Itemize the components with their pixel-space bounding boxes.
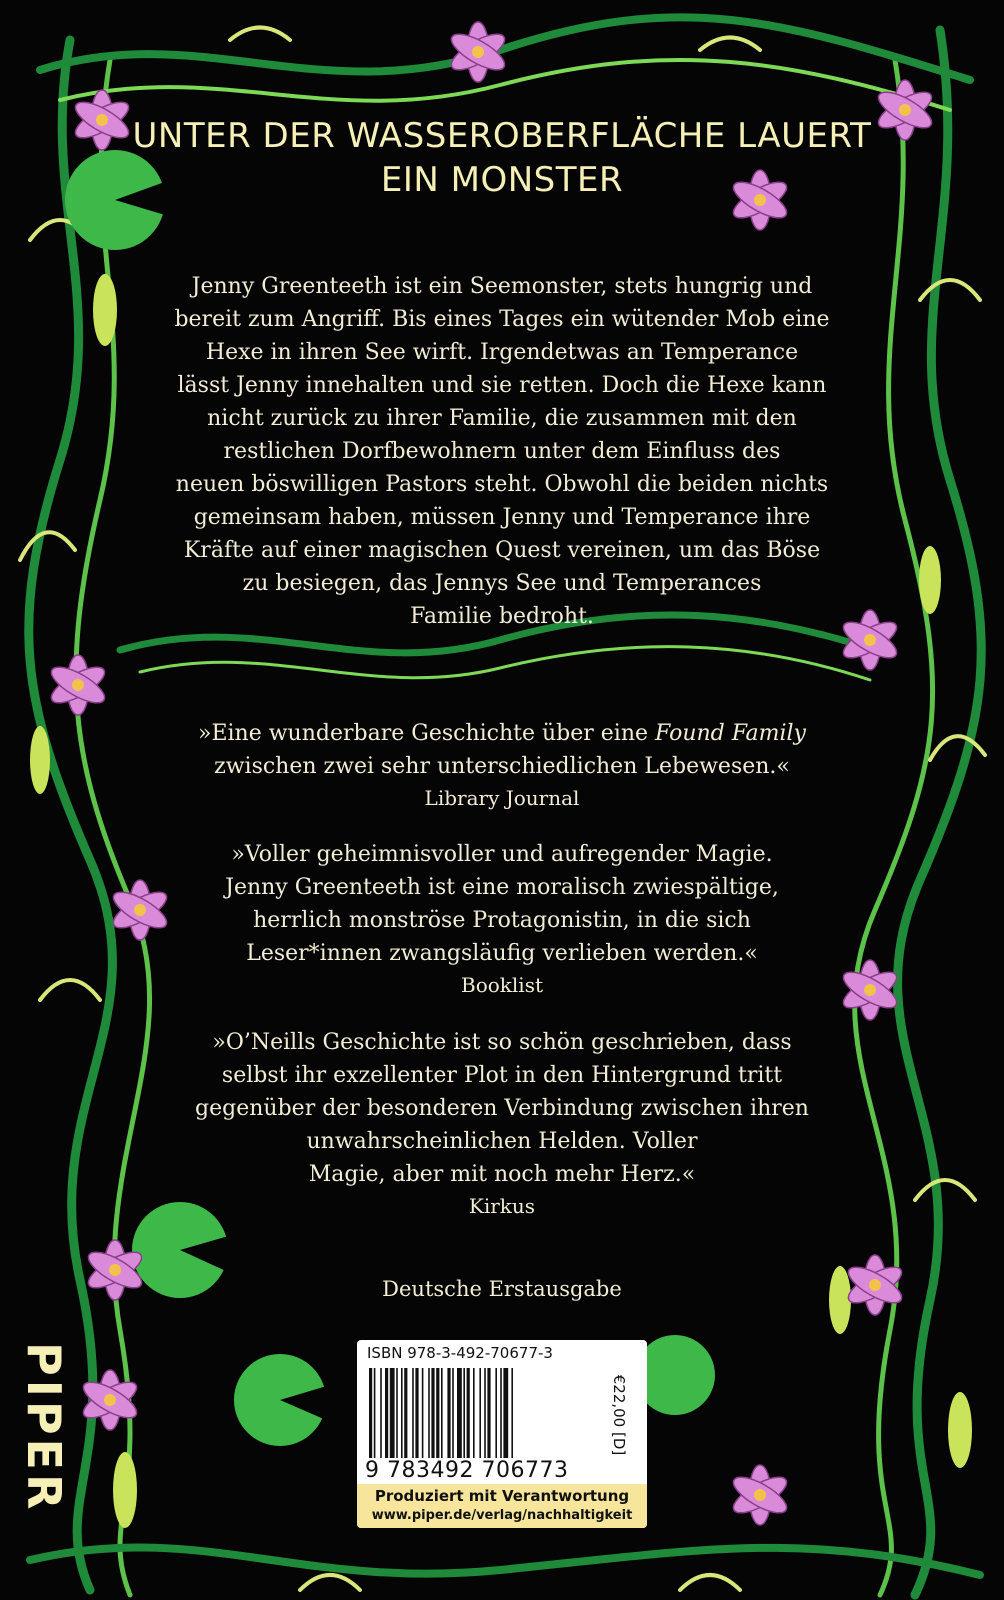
- blurb-line: restlichen Dorfbewohnern unter dem Einfluss des: [223, 439, 781, 464]
- barcode-bar: [385, 1368, 388, 1458]
- quote-line: Leser*innen zwangsläufig verlieben werden.«: [246, 941, 758, 966]
- blurb-line: gemeinsam haben, müssen Jenny und Temperance ihre: [193, 505, 811, 530]
- quote-italic-text: Found Family: [655, 721, 806, 746]
- barcode-digits: 9 783492 706773: [365, 1458, 569, 1483]
- quote-line: Magie, aber mit noch mehr Herz.«: [308, 1162, 696, 1187]
- headline-line-1: UNTER DER WASSEROBERFLÄCHE LAUERT: [132, 116, 872, 156]
- barcode-bar: [369, 1368, 372, 1458]
- headline-line-2: EIN MONSTER: [380, 160, 624, 200]
- quote-source: Library Journal: [424, 786, 580, 810]
- publisher-logo-text: PIPER: [17, 1342, 71, 1514]
- barcode-bar: [479, 1368, 481, 1458]
- blurb-line: Kräfte auf einer magischen Quest vereinen, um das Böse: [183, 538, 821, 563]
- sustainability-url: www.piper.de/verlag/nachhaltigkeit: [371, 1508, 633, 1523]
- blurb-line: zu besiegen, das Jennys See und Temperances: [242, 571, 762, 596]
- barcode-label: [357, 1340, 647, 1528]
- barcode-bar: [441, 1368, 443, 1458]
- blurb-line: lässt Jenny innehalten und sie retten. Doch die Hexe kann: [177, 373, 827, 398]
- barcode-bar: [447, 1368, 450, 1458]
- blurb-line: neuen böswilligen Pastors steht. Obwohl die beiden nichts: [175, 472, 829, 497]
- price-text: €22,00 [D]: [610, 1374, 628, 1456]
- blurb-line: Hexe in ihren See wirft. Irgendetwas an Temperance: [205, 340, 799, 365]
- barcode-bar: [495, 1368, 497, 1458]
- barcode-bar: [473, 1368, 475, 1458]
- quote-line: selbst ihr exzellenter Plot in den Hintergrund tritt: [221, 1063, 783, 1088]
- price-label: [599, 1350, 639, 1480]
- blurb-line: Jenny Greenteeth ist ein Seemonster, stets hungrig und: [191, 274, 813, 299]
- barcode-bar: [463, 1368, 465, 1458]
- blurb-text: [140, 270, 864, 633]
- quote-line: herrlich monströse Protagonistin, in die sich: [253, 908, 751, 933]
- quote-source: Booklist: [461, 973, 543, 997]
- quote-line: Jenny Greenteeth ist eine moralisch zwiespältige,: [225, 875, 779, 900]
- review-quote-library-journal: [130, 717, 874, 813]
- barcode-bar: [436, 1368, 439, 1458]
- barcode-bar: [452, 1368, 454, 1458]
- barcode-bar: [374, 1368, 376, 1458]
- quote-line: »Voller geheimnisvoller und aufregender Magie.: [231, 842, 773, 867]
- barcode-bar: [412, 1368, 414, 1458]
- barcode-bar: [511, 1368, 513, 1458]
- headline: [100, 114, 904, 202]
- barcode-bars: [367, 1368, 595, 1458]
- publisher-logo: [10, 1342, 80, 1532]
- quote-text: »Eine wunderbare Geschichte über eine: [197, 721, 656, 746]
- barcode-bar: [396, 1368, 398, 1458]
- blurb-line: bereit zum Angriff. Bis eines Tages ein wütender Mob eine: [174, 307, 830, 332]
- barcode-bar: [467, 1368, 470, 1458]
- blurb-line: Familie bedroht.: [410, 604, 594, 629]
- barcode-bar: [500, 1368, 502, 1458]
- quote-line: gegenüber der besonderen Verbindung zwischen ihren: [195, 1096, 809, 1121]
- edition-note: Deutsche Erstausgabe: [382, 1277, 622, 1301]
- review-quote-booklist: [130, 838, 874, 1000]
- sustainability-title: Produziert mit Verantwortung: [374, 1487, 630, 1505]
- barcode-bar: [380, 1368, 382, 1458]
- barcode-bar: [428, 1368, 430, 1458]
- quote-source: Kirkus: [468, 1194, 536, 1218]
- barcode-bar: [457, 1368, 462, 1458]
- isbn-text: ISBN 978-3-492-70677-3: [367, 1344, 553, 1362]
- barcode-bar: [390, 1368, 395, 1458]
- barcode-bar: [487, 1368, 490, 1458]
- blurb-line: nicht zurück zu ihrer Familie, die zusammen mit den: [207, 406, 797, 431]
- quote-line: zwischen zwei sehr unterschiedlichen Lebewesen.«: [214, 754, 790, 779]
- barcode-bar: [401, 1368, 403, 1458]
- barcode-bar: [431, 1368, 434, 1458]
- barcode-bar: [422, 1368, 424, 1458]
- sustainability-label: [357, 1484, 647, 1528]
- quote-line: unwahrscheinlichen Helden. Voller: [306, 1129, 698, 1154]
- barcode-bar: [484, 1368, 486, 1458]
- quote-line: [130, 717, 874, 750]
- quote-line: »O’Neills Geschichte ist so schön geschrieben, dass: [212, 1030, 792, 1055]
- review-quote-kirkus: [130, 1026, 874, 1221]
- barcode-bar: [415, 1368, 418, 1458]
- barcode-bar: [503, 1368, 508, 1458]
- barcode-bar: [404, 1368, 407, 1458]
